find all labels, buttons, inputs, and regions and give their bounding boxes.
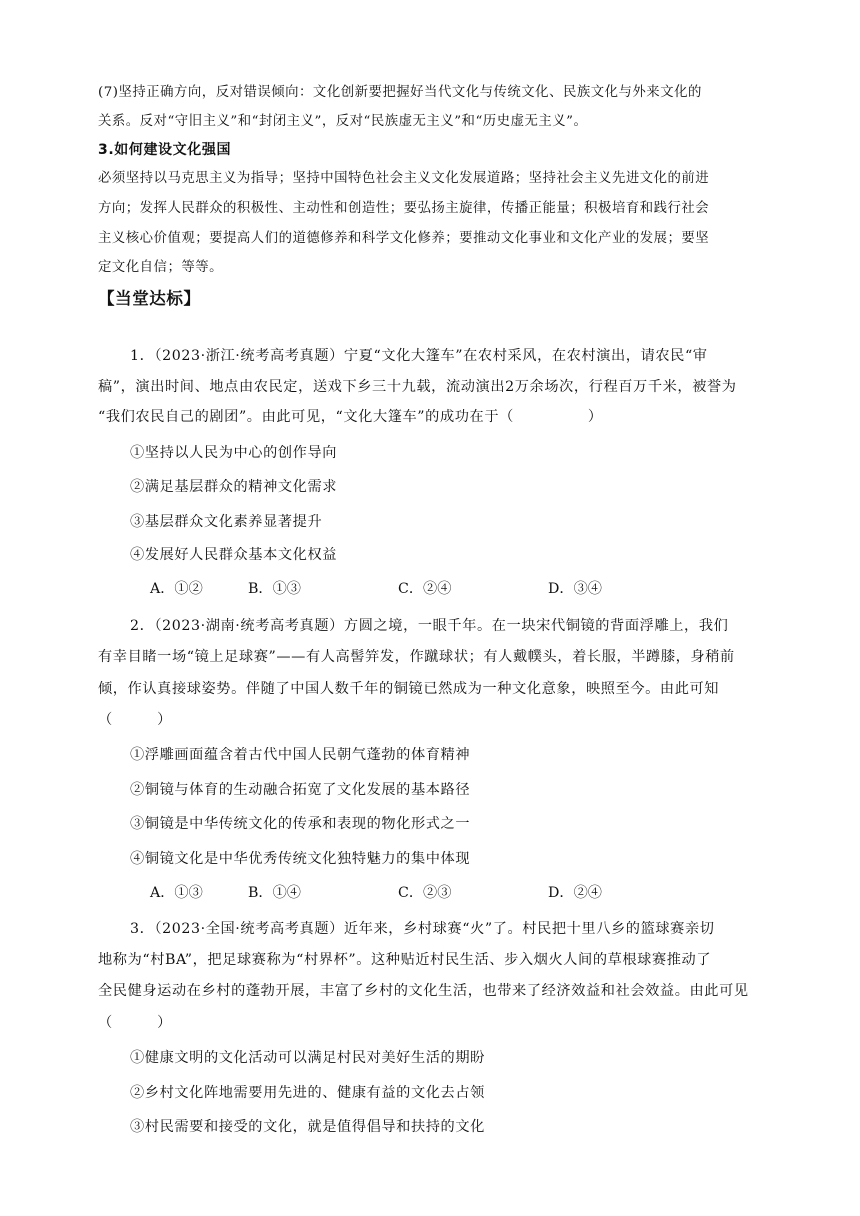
question-2-statement-2: ②铜镜与体育的生动融合拓宽了文化发展的基本路径	[130, 782, 471, 798]
body-line-1: 必须坚持以马克思主义为指导；坚持中国特色社会主义文化发展道路；坚持社会主义先进文化的前进	[98, 171, 710, 186]
question-1-statement-1: ①坚持以人民为中心的创作导向	[130, 445, 338, 461]
paragraph-7-line-2: 关系。反对“守旧主义”和“封闭主义”，反对“民族虚无主义”和“历史虚无主义”。	[98, 114, 588, 129]
paragraph-7-line-1: (7)坚持正确方向，反对错误倾向：文化创新要把握好当代文化与传统文化、民族文化与外来文化的	[98, 85, 702, 100]
question-1-option-a[interactable]: A．①②	[150, 581, 203, 597]
question-3-statement-3: ③村民需要和接受的文化，就是值得倡导和扶持的文化	[130, 1119, 485, 1135]
question-1-statement-2: ②满足基层群众的精神文化需求	[130, 479, 338, 495]
question-1-line-3: “我们农民自己的剧团”。由此可见，“文化大篷车”的成功在于（ ）	[98, 409, 603, 425]
question-2-statement-3: ③铜镜是中华传统文化的传承和表现的物化形式之一	[130, 816, 471, 832]
question-1-line-2: 稿”，演出时间、地点由农民定，送戏下乡三十九载，流动演出2万余场次，行程百万千米，被誉为	[98, 379, 737, 395]
question-2-line-2: 有幸目睹一场“镜上足球赛”——有人高髻笄发，作蹴球状；有人戴幞头，着长服，半蹲膝，身稍前	[98, 649, 735, 665]
question-1-statement-3: ③基层群众文化素养显著提升	[130, 514, 323, 530]
question-2-line-1: 2．（2023·湖南·统考高考真题）方圆之境，一眼千年。在一块宋代铜镜的背面浮雕上，我们	[130, 618, 729, 634]
question-2-line-3: 倾，作认真接球姿势。伴随了中国人数千年的铜镜已然成为一种文化意象，映照至今。由此可知	[98, 681, 720, 697]
question-3-line-1: 3．（2023·全国·统考高考真题）近年来，乡村球赛“火”了。村民把十里八乡的篮球赛亲切	[130, 921, 715, 937]
question-3-statement-2: ②乡村文化阵地需要用先进的、健康有益的文化去占领	[130, 1085, 485, 1101]
question-3-line-4: （ ）	[98, 1015, 172, 1031]
question-1-option-c[interactable]: C．②④	[398, 581, 452, 597]
question-2-option-d[interactable]: D．②④	[548, 885, 602, 901]
question-3-line-2: 地称为“村BA”，把足球赛称为“村界杯”。这种贴近村民生活、步入烟火人间的草根球赛推动了	[98, 952, 712, 968]
question-1-line-1: 1．（2023·浙江·统考高考真题）宁夏“文化大篷车”在农村采风，在农村演出，请农民“审	[130, 348, 708, 364]
question-3-line-3: 全民健身运动在乡村的蓬勃开展，丰富了乡村的文化生活，也带来了经济效益和社会效益。由此可见	[98, 983, 749, 999]
question-1-statement-4: ④发展好人民群众基本文化权益	[130, 547, 338, 563]
question-1-option-b[interactable]: B．①③	[248, 581, 301, 597]
question-2-statement-4: ④铜镜文化是中华优秀传统文化独特魅力的集中体现	[130, 851, 471, 867]
body-line-4: 定文化自信；等等。	[98, 260, 224, 275]
body-line-3: 主义核心价值观；要提高人们的道德修养和科学文化修养；要推动文化事业和文化产业的发展；要坚	[98, 231, 710, 246]
subheading-3: 3.如何建设文化强国	[98, 142, 232, 158]
question-2-option-c[interactable]: C．②③	[398, 885, 452, 901]
question-3-statement-1: ①健康文明的文化活动可以满足村民对美好生活的期盼	[130, 1050, 485, 1066]
question-1-option-d[interactable]: D．③④	[548, 581, 602, 597]
section-title: 【当堂达标】	[98, 289, 201, 308]
question-2-statement-1: ①浮雕画面蕴含着古代中国人民朝气蓬勃的体育精神	[130, 747, 471, 763]
body-line-2: 方向；发挥人民群众的积极性、主动性和创造性；要弘扬主旋律，传播正能量；积极培育和践行社会	[98, 201, 710, 216]
question-2-line-4: （ ）	[98, 712, 172, 728]
question-2-option-a[interactable]: A．①③	[150, 885, 203, 901]
question-2-option-b[interactable]: B．①④	[248, 885, 301, 901]
